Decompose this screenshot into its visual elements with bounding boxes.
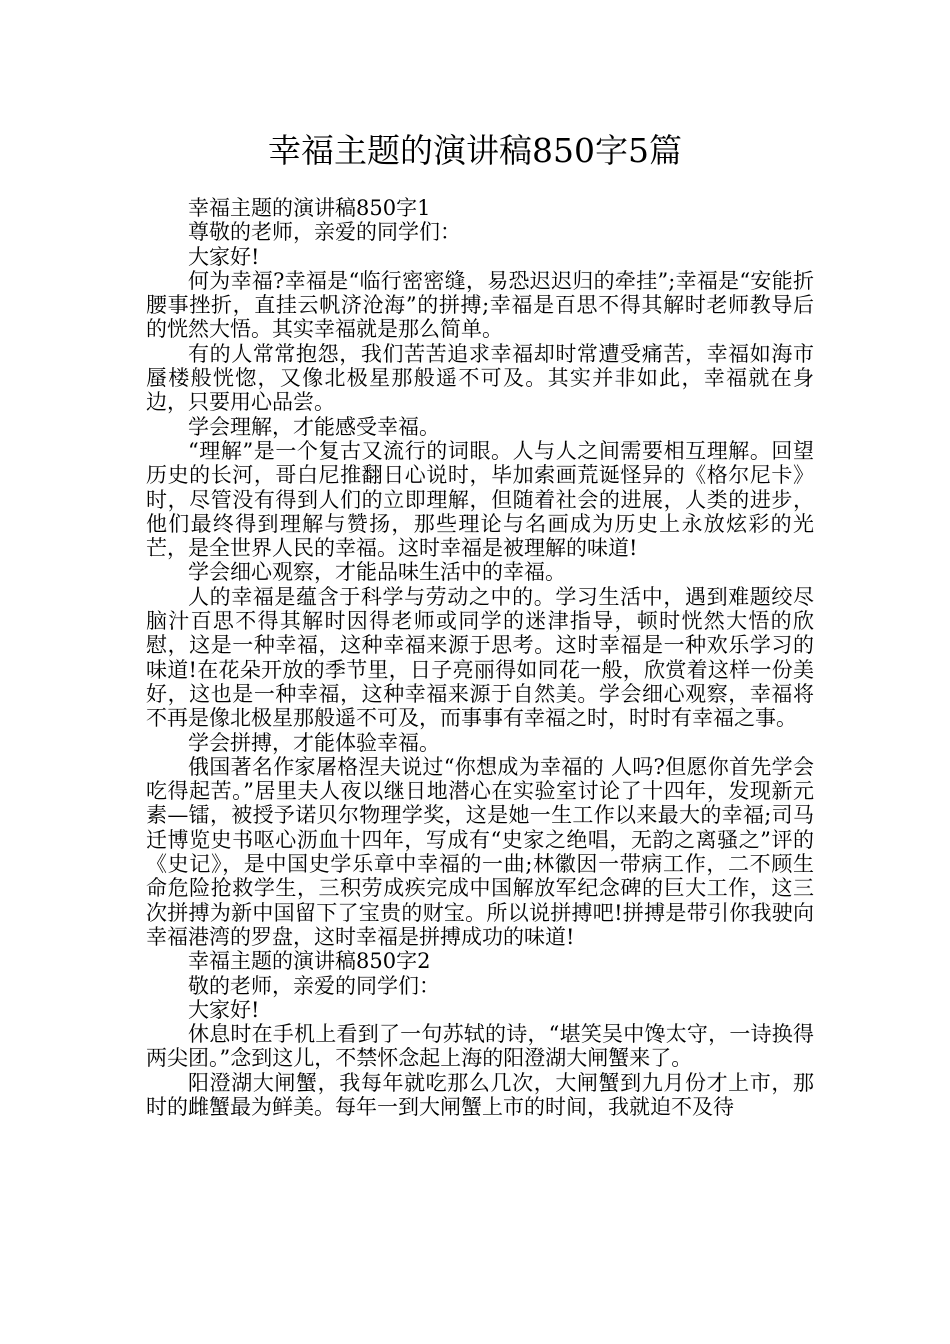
document-body [146, 196, 814, 1119]
paragraph: “理解”是一个复古又流行的词眼。人与人之间需要相互理解。回望历史的长河，哥白尼推翻日心说时，毕加索画荒诞怪异的《格尔尼卡》时，尽管没有得到人们的立即理解，但随着社会的进展，人类的进步，他们最终得到理解与赞扬，那些理论与名画成为历史上永放炫彩的光芒，是全世界人民的幸福。这时幸福是被理解的味道! [146, 438, 814, 561]
paragraph: 学会拼搏，才能体验幸福。 [188, 730, 440, 755]
paragraph: 学会理解，才能感受幸福。 [188, 414, 440, 439]
document-title: 幸福主题的演讲稿850字5篇 [268, 131, 682, 170]
paragraph: 阳澄湖大闸蟹，我每年就吃那么几次，大闸蟹到九月份才上市，那时的雌蟹最为鲜美。每年一到大闸蟹上市的时间，我就迫不及待 [146, 1070, 814, 1119]
paragraph: 有的人常常抱怨，我们苦苦追求幸福却时常遭受痛苦，幸福如海市蜃楼般恍惚，又像北极星那般遥不可及。其实并非如此，幸福就在身边，只要用心品尝。 [146, 341, 814, 415]
paragraph: 幸福主题的演讲稿850字1 [188, 196, 431, 220]
paragraph: 大家好! [188, 244, 260, 269]
paragraph: 大家好! [188, 997, 260, 1022]
paragraph: 尊敬的老师，亲爱的同学们： [188, 220, 461, 245]
paragraph: 敬的老师，亲爱的同学们： [188, 973, 440, 998]
paragraph: 人的幸福是蕴含于科学与劳动之中的。学习生活中，遇到难题绞尽脑汁百思不得其解时因得老师或同学的迷津指导，顿时恍然大悟的欣慰，这是一种幸福，这种幸福来源于思考。这时幸福是一种欢乐学习的味道!在花朵开放的季节里，日子亮丽得如同花一般，欣赏着这样一份美好，这也是一种幸福，这种幸福来源于自然美。学会细心观察，幸福将不再是像北极星那般遥不可及，而事事有幸福之时，时时有幸福之事。 [146, 584, 814, 731]
paragraph: 俄国著名作家屠格涅夫说过“你想成为幸福的 人吗?但愿你首先学会吃得起苦。”居里夫人夜以继日地潜心在实验室讨论了十四年，发现新元素—镭，被授予诺贝尔物理学奖，这是她一生工作以来最大的幸福;司马迁博览史书呕心沥血十四年，写成有“史家之绝唱，无韵之离骚之”评的《史记》，是中国史学乐章中幸福的一曲;林徽因一带病工作，二不顾生命危险抢救学生，三积劳成疾完成中国解放军纪念碑的巨大工作，这三次拼搏为新中国留下了宝贵的财宝。所以说拼搏吧!拼搏是带引你我驶向幸福港湾的罗盘，这时幸福是拼搏成功的味道! [146, 754, 814, 949]
paragraph: 学会细心观察，才能品味生活中的幸福。 [188, 560, 566, 585]
paragraph: 休息时在手机上看到了一句苏轼的诗，“堪笑吴中馋太守，一诗换得两尖团。”念到这儿，不禁怀念起上海的阳澄湖大闸蟹来了。 [146, 1022, 814, 1071]
paragraph: 何为幸福?幸福是“临行密密缝，易恐迟迟归的牵挂”;幸福是“安能折腰事挫折，直挂云帆济沧海”的拼搏;幸福是百思不得其解时老师教导后的恍然大悟。其实幸福就是那么简单。 [146, 268, 814, 342]
paragraph: 幸福主题的演讲稿850字2 [188, 949, 431, 974]
